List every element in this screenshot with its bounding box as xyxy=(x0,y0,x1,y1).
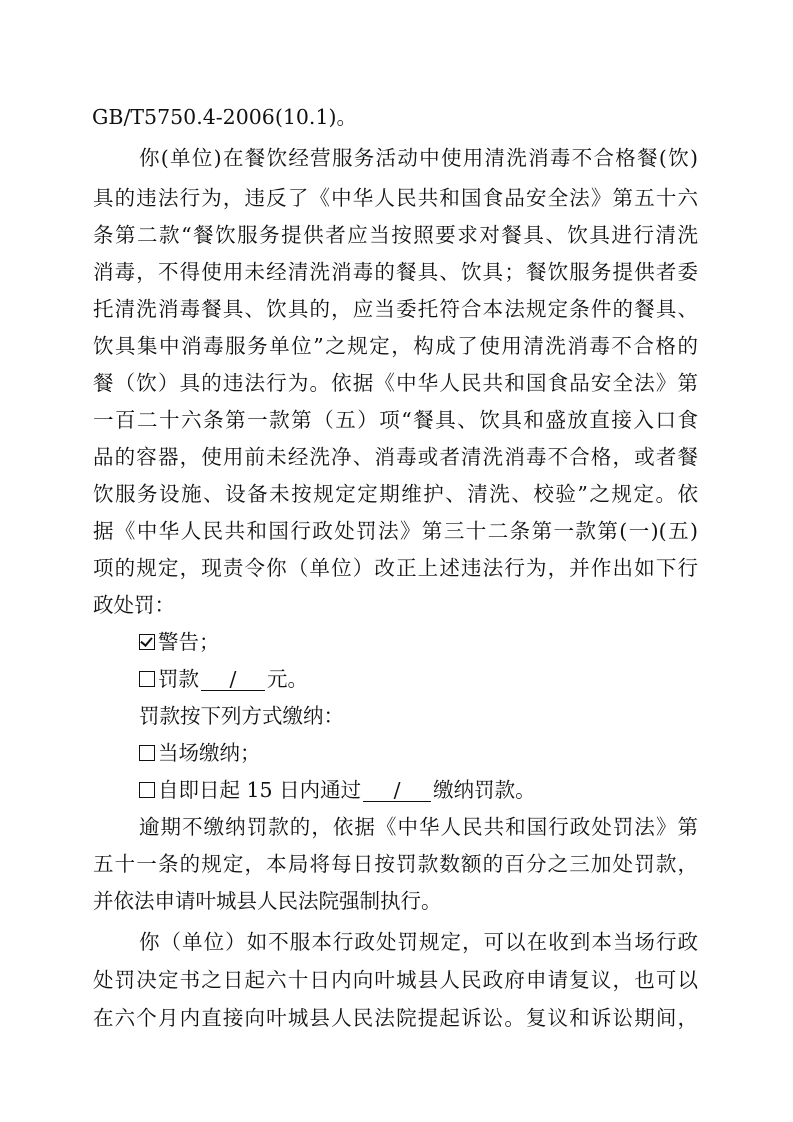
unchecked-checkbox-icon[interactable] xyxy=(139,782,155,798)
warning-label: 警告； xyxy=(158,630,220,654)
within-suffix: 缴纳罚款。 xyxy=(433,778,536,802)
checked-checkbox-icon[interactable] xyxy=(139,634,155,650)
body-line: 饮服务设施、设备未按规定定期维护、清洗、校验”之规定。依 xyxy=(93,482,698,506)
appeal-line: 处罚决定书之日起六十日内向叶城县人民政府申请复议，也可以 xyxy=(93,968,698,992)
fine-unit: 元。 xyxy=(267,667,308,691)
payment-within xyxy=(0,772,793,808)
body-line: 你(单位)在餐饮经营服务活动中使用清洗消毒不合格餐(饮) xyxy=(139,146,698,170)
body-line: 餐（饮）具的违法行为。依据《中华人民共和国食品安全法》第 xyxy=(93,371,698,395)
unchecked-checkbox-icon[interactable] xyxy=(139,745,155,761)
onsite-label: 当场缴纳； xyxy=(158,741,261,765)
body-line: 据《中华人民共和国行政处罚法》第三十二条第一款第(一)(五) xyxy=(93,519,698,543)
within-channel-blank: / xyxy=(363,779,431,802)
body-line: 具的违法行为，违反了《中华人民共和国食品安全法》第五十六 xyxy=(93,186,698,210)
body-line: 托清洗消毒餐具、饮具的，应当委托符合本法规定条件的餐具、 xyxy=(93,297,698,321)
penalty-warning xyxy=(0,624,793,660)
appeal-line: 你（单位）如不服本行政处罚规定，可以在收到本当场行政 xyxy=(139,930,698,954)
unchecked-checkbox-icon[interactable] xyxy=(139,671,155,687)
overdue-line: 逾期不缴纳罚款的，依据《中华人民共和国行政处罚法》第 xyxy=(139,815,698,839)
body-line: 消毒，不得使用未经清洗消毒的餐具、饮具；餐饮服务提供者委 xyxy=(93,260,698,284)
overdue-line: 五十一条的规定，本局将每日按罚款数额的百分之三加处罚款， xyxy=(93,852,698,876)
appeal-line: 在六个月内直接向叶城县人民法院提起诉讼。复议和诉讼期间， xyxy=(93,1006,698,1030)
body-line: 条第二款“餐饮服务提供者应当按照要求对餐具、饮具进行清洗 xyxy=(93,223,698,247)
standard-reference: GB/T5750.4-2006(10.1)。 xyxy=(92,105,357,129)
body-line: 项的规定，现责令你（单位）改正上述违法行为，并作出如下行 xyxy=(93,556,698,580)
payment-heading: 罚款按下列方式缴纳： xyxy=(139,704,344,728)
body-line: 品的容器，使用前未经洗净、消毒或者清洗消毒不合格，或者餐 xyxy=(93,445,698,469)
body-line: 政处罚： xyxy=(93,593,175,617)
body-line: 一百二十六条第一款第（五）项“餐具、饮具和盛放直接入口食 xyxy=(93,408,698,432)
fine-label: 罚款 xyxy=(158,667,199,691)
within-label: 自即日起 15 日内通过 xyxy=(158,778,362,802)
penalty-fine xyxy=(0,661,793,697)
fine-amount-blank: / xyxy=(201,668,265,691)
payment-onsite xyxy=(0,735,793,771)
overdue-line: 并依法申请叶城县人民法院强制执行。 xyxy=(93,889,442,913)
body-line: 饮具集中消毒服务单位”之规定，构成了使用清洗消毒不合格的 xyxy=(93,334,698,358)
